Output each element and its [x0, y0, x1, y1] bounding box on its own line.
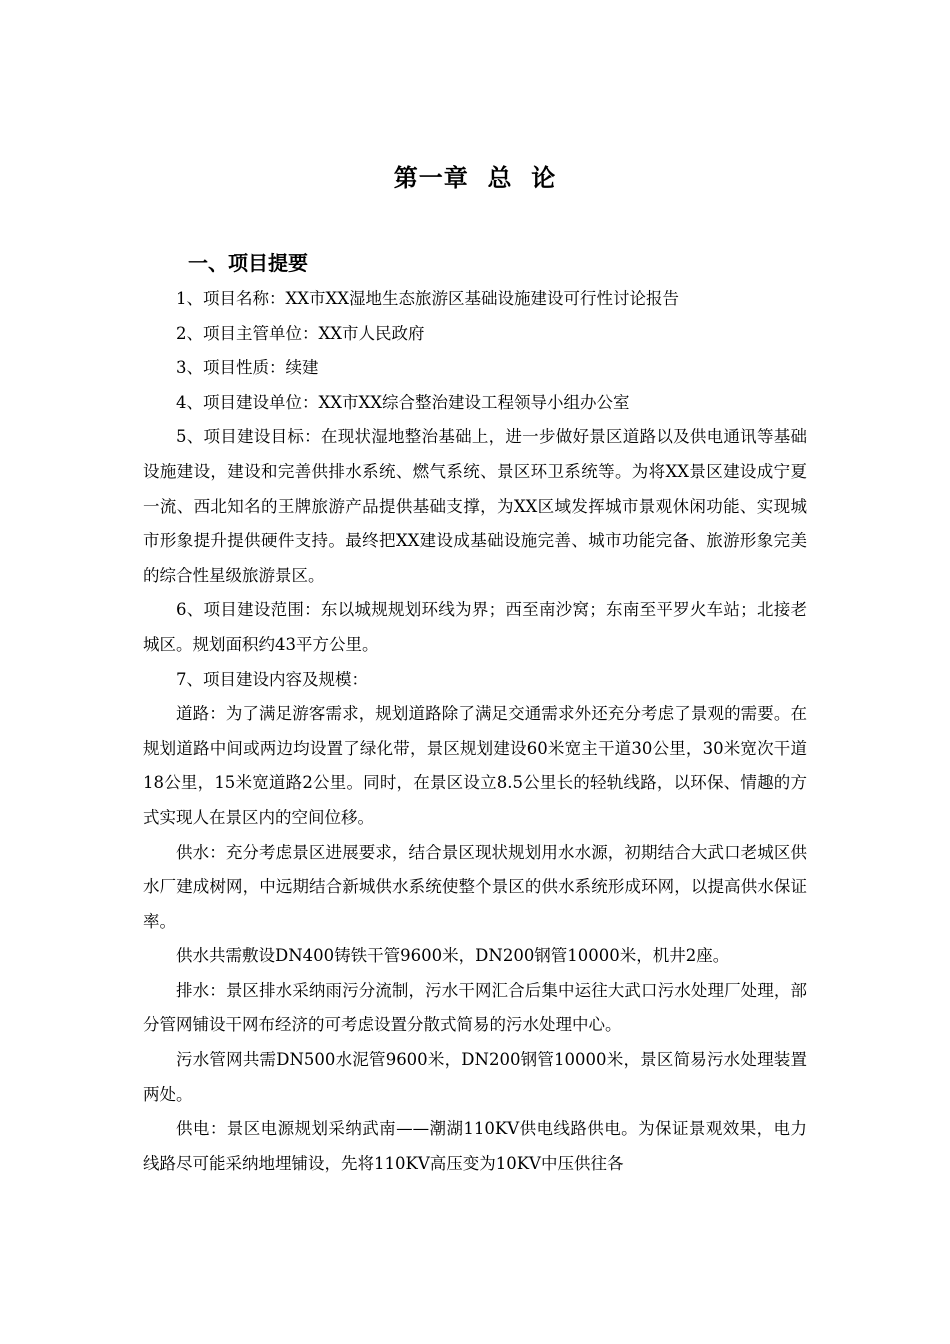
paragraph-sewage-pipes: 污水管网共需DN500水泥管9600米，DN200钢管10000米，景区简易污水处理装置两处。 — [143, 1050, 807, 1104]
paragraph-content-and-scale: 7、项目建设内容及规模： — [176, 669, 368, 689]
section-heading: 一、项目提要 — [188, 251, 308, 275]
paragraph-project-name: 1、项目名称：XX市XX湿地生态旅游区基础设施建设可行性讨论报告 — [176, 289, 679, 308]
paragraph-project-nature: 3、项目性质：续建 — [176, 358, 319, 378]
paragraph-construction-goal: 5、项目建设目标：在现状湿地整治基础上，进一步做好景区道路以及供电通讯等基础设施建设，建设和完善供排水系统、燃气系统、景区环卫系统等。为将XX景区建设成宁夏一流、西北知名的王牌旅游产品提供基础支撑，为XX区域发挥城市景观休闲功能、实现城市形象提升提供硬件支持。最终把XX建设成基础设施完善、城市功能完备、旅游形象完美的综合性星级旅游景区。 — [143, 427, 807, 585]
paragraph-power-supply: 供电：景区电源规划采纳武南——潮湖110KV供电线路供电。为保证景观效果，电力线路尽可能采纳地埋铺设，先将110KV高压变为10KV中压供往各 — [143, 1119, 807, 1173]
paragraph-water-supply-pipes: 供水共需敷设DN400铸铁干管9600米，DN200钢管10000米，机井2座。 — [176, 946, 730, 966]
paragraph-drainage: 排水：景区排水采纳雨污分流制，污水干网汇合后集中运往大武口污水处理厂处理，部分管网铺设干网布经济的可考虑设置分散式简易的污水处理中心。 — [143, 980, 807, 1035]
paragraph-construction-unit: 4、项目建设单位：XX市XX综合整治建设工程领导小组办公室 — [176, 392, 630, 412]
paragraph-roads: 道路：为了满足游客需求，规划道路除了满足交通需求外还充分考虑了景观的需要。在规划道路中间或两边均设置了绿化带，景区规划建设60米宽主干道30公里，30米宽次干道18公里，15米宽道路2公里。同时，在景区设立8.5公里长的轻轨线路，以环保、情趣的方式实现人在景区内的空间位移。 — [143, 704, 807, 827]
chapter-title: 第一章 总 论 — [393, 164, 557, 192]
paragraph-construction-scope: 6、项目建设范围：东以城规规划环线为界；西至南沙窝；东南至平罗火车站；北接老城区。规划面积约43平方公里。 — [143, 600, 807, 654]
document-body — [143, 282, 807, 1181]
paragraph-supervising-unit: 2、项目主管单位：XX市人民政府 — [176, 323, 425, 343]
paragraph-water-supply: 供水：充分考虑景区进展要求，结合景区现状规划用水水源，初期结合大武口老城区供水厂建成树网，中远期结合新城供水系统使整个景区的供水系统形成环网，以提高供水保证率。 — [143, 842, 807, 931]
